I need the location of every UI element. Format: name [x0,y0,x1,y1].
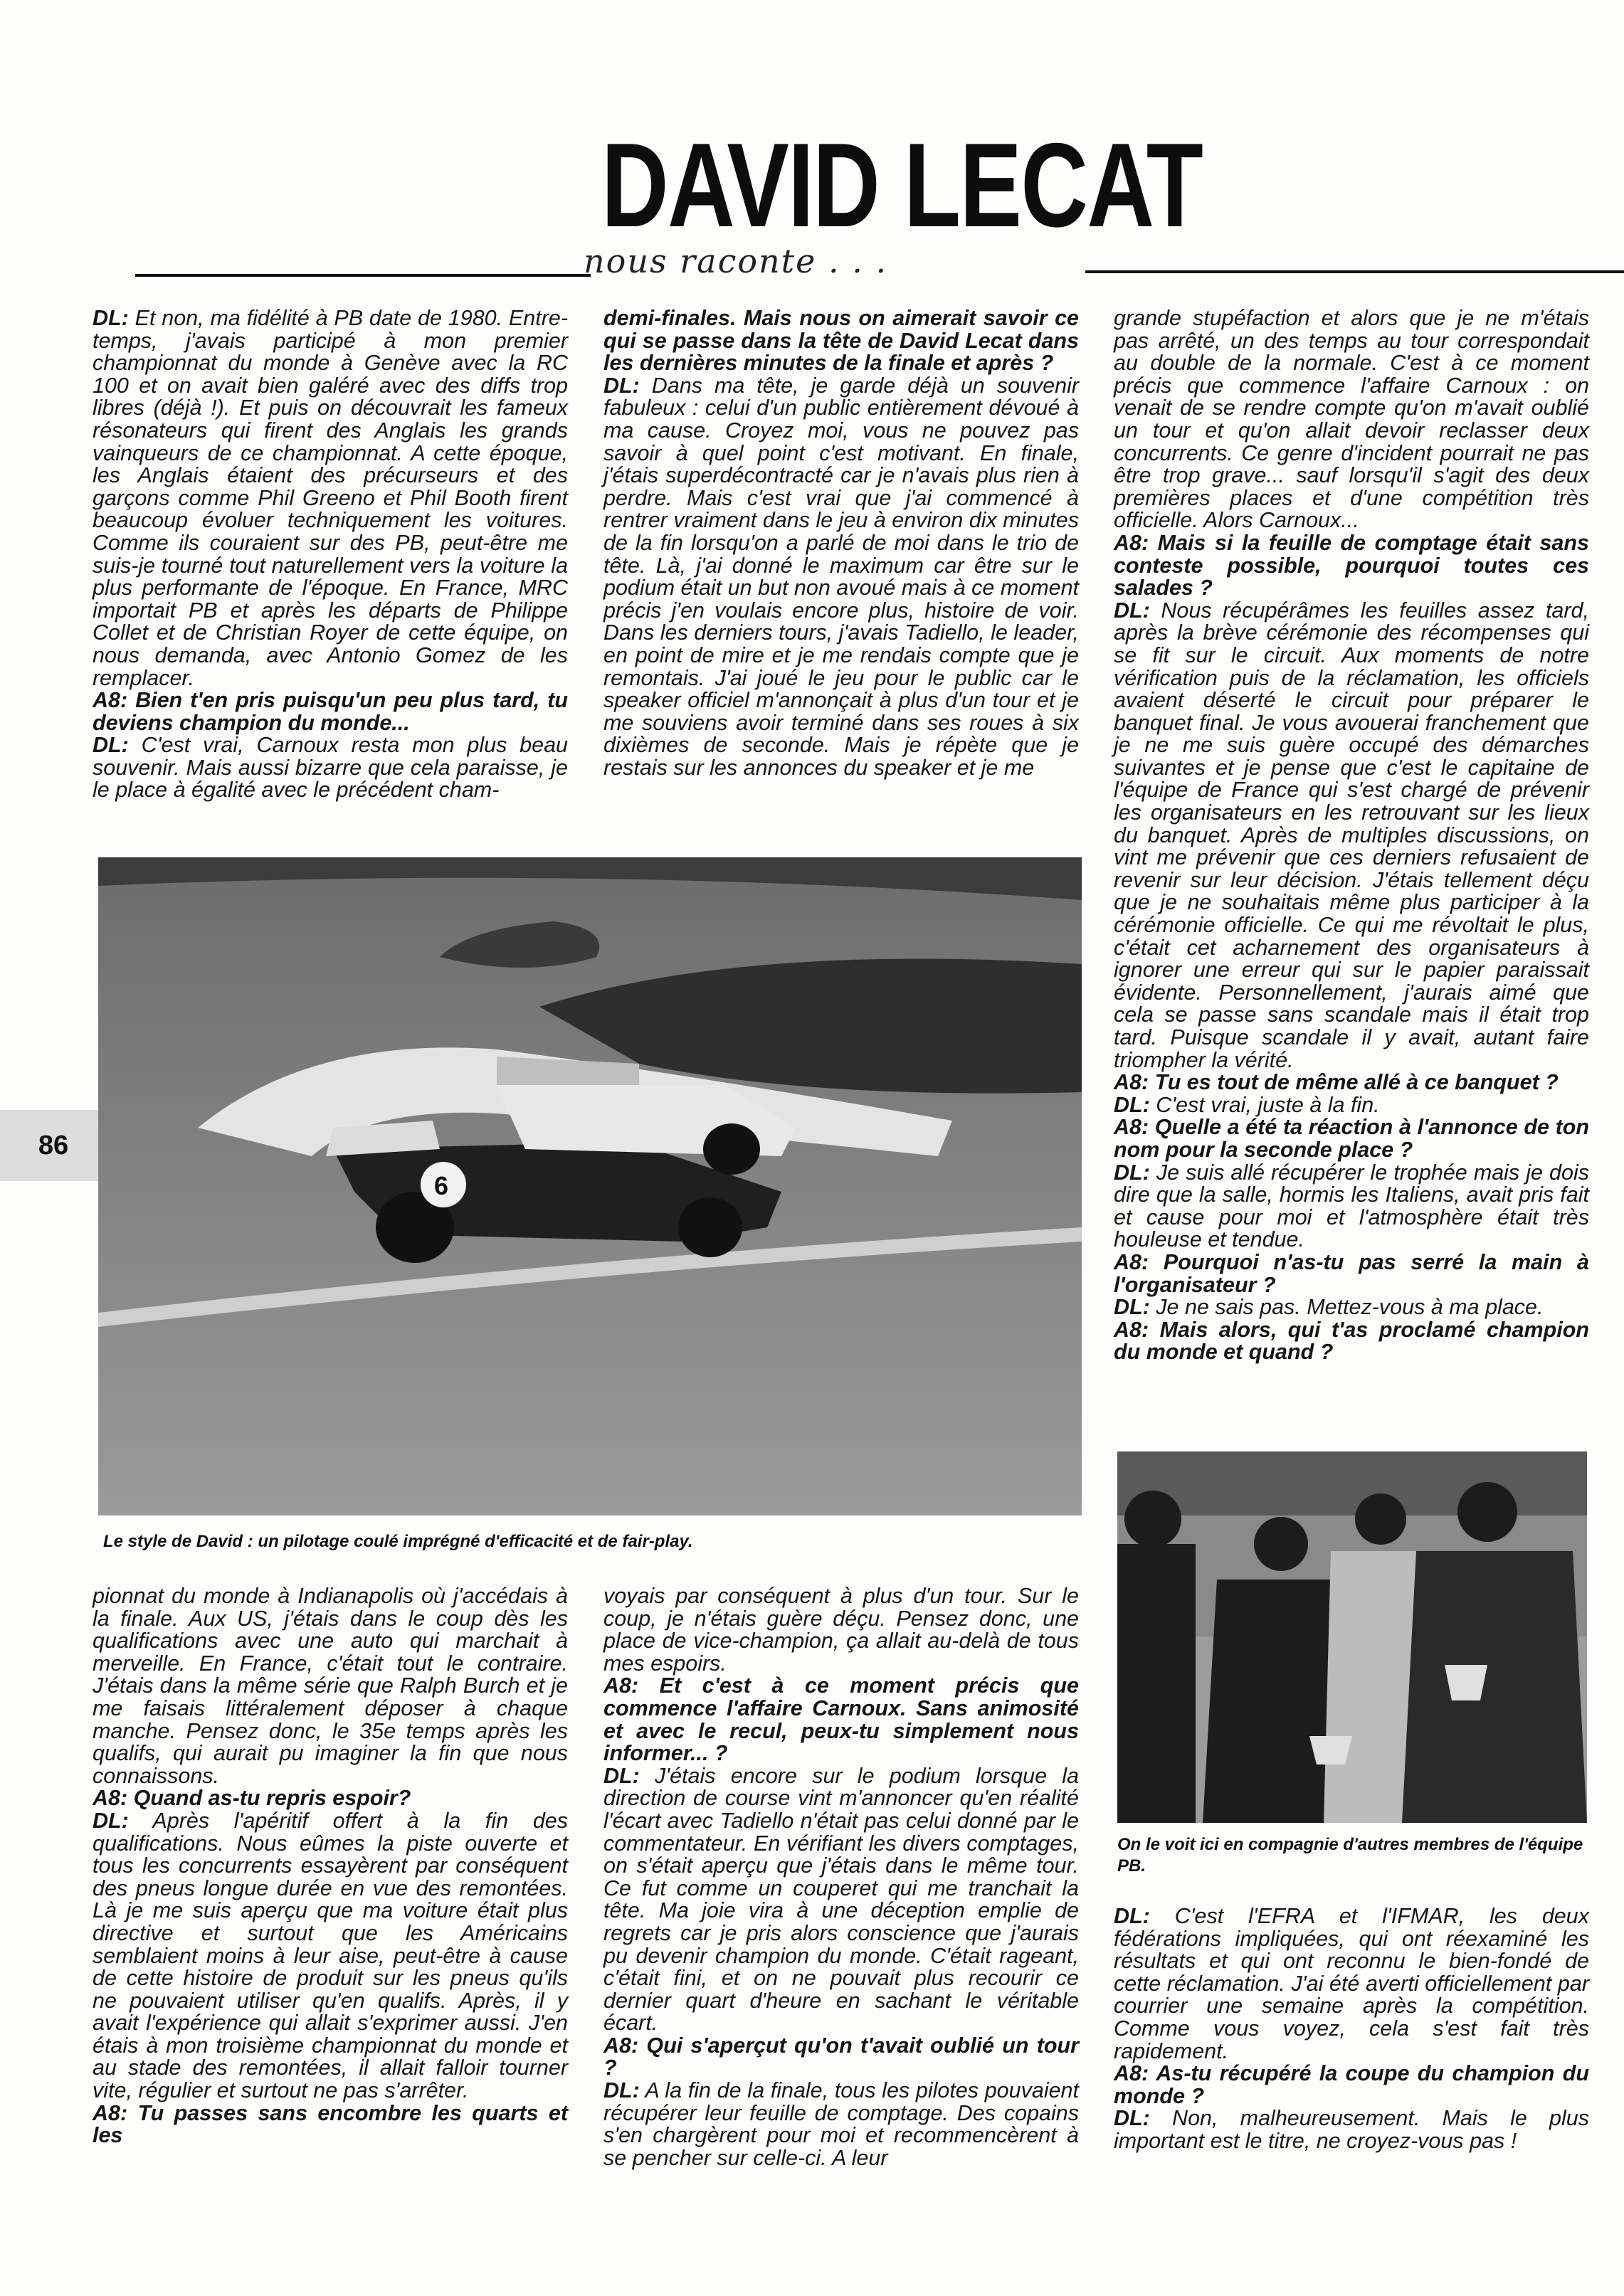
answer-text: Et non, ma fidélité à PB date de 1980. Entre-temps, j'avais participé à mon premier championnat du monde à Genève avec la RC 100 et on avait bien galéré avec des diffs trop libres (déjà !). Et puis on découvrait les fameux résonateurs qui firent des Anglais les grands vainqueurs de ce championnat. A cette époque, les Anglais étaient des précurseurs et des garçons comme Phil Greeno et Phil Booth firent beaucoup évoluer techniquement les voitures. Comme ils couraient sur des PB, peut-être me suis-je tourné tout naturellement vers la voiture la plus performante de l'époque. En France, MRC importait PB et après les départs de Philippe Collet et de Christian Royer de cette équipe, on nous demanda, avec Antonio Gomez de les remplacer. [93,306,568,690]
answer-text: Je suis allé récupérer le trophée mais je dois dire que la salle, hormis les Italiens, avait pris fait et cause pour moi et l'atmosphère était très houleuse et tendue. [1114,1160,1589,1252]
interview-question: A8: Tu es tout de même allé à ce banquet ? [1114,1070,1559,1095]
answer-text: Après l'apéritif offert à la fin des qualifications. Nous eûmes la piste ouverte et tous les concurrents essayèrent par conséquent des pneus longue durée en vue des remontées. Là je me suis aperçu que ma voiture était plus directive et surtout que les Américains semblaient moins à leur aise, peut-être à cause de cette histoire de produit sur les pneus qu'ils ne pouvaient utiliser qu'en qualifs. Après, il y avait l'expérience qui allait s'exprimer aussi. J'en étais à mon troisième championnat du monde et au stade des remontées, il allait falloir tourner vite, régulier et surtout ne pas s'arrêter. [93,1808,568,2103]
race-photo [98,857,1082,1515]
article-paragraph [603,307,1079,375]
interview-question: A8: Mais si la feuille de comptage était sans conteste possible, pourquoi toutes ces salades ? [1114,530,1589,601]
answer-text: Nous récupérâmes les feuilles assez tard, après la brève cérémonie des récompenses qui se fit sur le circuit. Aux moments de notre vérification puis de la réclamation, les officiels avaient déserté le circuit pour préparer le banquet final. Je vous avouerai franchement que je ne me suis guère occupé des démarches suivantes et je pense que c'est le capitaine de l'équipe de France qui s'est chargé de prévenir les organisateurs en les retrouvant sur les lieux du banquet. Après de multiples discussions, on vint me prévenir que ces derniers refusaient de revenir sur leur décision. J'étais tellement déçu que je ne souhaitais même plus participer à la cérémonie officielle. Ce qui me révoltait le plus, c'était cet acharnement des organisateurs à ignorer une erreur qui sur le papier paraissait évidente. Personnellement, j'aurais aimé que cela se passe sans scandale mais il était trop tard. Puisque scandale il y avait, autant faire triompher la vérité. [1114,598,1589,1072]
article-paragraph [603,2035,1079,2080]
article-paragraph [1114,532,1589,600]
column-1-bottom [93,1585,568,2154]
answer-text: pionnat du monde à Indianapolis où j'accédais à la finale. Aux US, j'étais dans le coup dès les qualifications avec une auto qui marchait à merveille. En France, c'était tout le contraire. J'étais dans la même série que Ralph Burch et je me faisais littéralement déposer à chaque manche. Pensez donc, le 35e temps après les qualifs, qui aurait pu imaginer la fin que nous connaissons. [93,1584,568,1788]
answer-text: Non, malheureusement. Mais le plus important est le titre, ne croyez-vous pas ! [1114,2106,1589,2153]
article-paragraph [1114,307,1589,532]
speaker-label: DL: [93,1808,129,1833]
column-2-top [603,307,1079,827]
article-paragraph [1114,2107,1589,2152]
interview-question: A8: Et c'est à ce moment précis que commence l'affaire Carnoux. Sans animosité et avec le recul, peux-tu simplement nous informer... ? [603,1673,1079,1766]
answer-text: C'est vrai, Carnoux resta mon plus beau souvenir. Mais aussi bizarre que cela paraisse, je le place à égalité avec le précédent cham- [93,733,568,803]
speaker-label: DL: [1114,1092,1150,1117]
article-paragraph [1114,2063,1589,2107]
race-photo-caption: Le style de David : un pilotage coulé imprégné d'efficacité et de fair-play. [103,1532,693,1551]
article-paragraph [93,1585,568,1787]
article-paragraph [603,375,1079,780]
article-paragraph [93,1787,568,1810]
article-paragraph [1114,1905,1589,2063]
interview-question: A8: Quelle a été ta réaction à l'annonce de ton nom pour la seconde place ? [1114,1115,1589,1162]
answer-text: A la fin de la finale, tous les pilotes pouvaient récupérer leur feuille de comptage. Des copains s'en chargèrent pour moi et recommencèrent à se pencher sur celle-ci. A leur [603,2078,1079,2170]
interview-question: A8: Bien t'en pris puisqu'un peu plus tard, tu deviens champion du monde... [93,688,568,735]
article-paragraph [93,1810,568,2102]
speaker-label: DL: [93,306,129,330]
article-paragraph [1114,1319,1589,1364]
team-photo-image [1117,1451,1587,1823]
article-paragraph [93,2102,568,2147]
answer-text: C'est l'EFRA et l'IFMAR, les deux fédérations impliquées, qui ont réexaminé les résultats et qui ont reconnu le bien-fondé de cette réclamation. J'ai été averti officiellement par courrier une semaine après la compétition. Comme vous voyez, cela s'est fait très rapidement. [1114,1904,1589,2063]
speaker-label: DL: [1114,1295,1150,1320]
column-3-bottom [1114,1904,1589,2153]
article-paragraph [603,1585,1079,1675]
answer-text: Dans ma tête, je garde déjà un souvenir fabuleux : celui d'un public entièrement dévoué à ma cause. Croyez moi, vous ne pouvez pas savoir à quel point c'est motivant. En finale, j'étais superdécontracté car je n'avais plus rien à perdre. Mais c'est vrai que j'ai commencé à rentrer vraiment dans le jeu à environ dix minutes de la fin lorsqu'on a parlé de moi dans le trio de tête. Là, j'ai donné le maximum car être sur le podium était un but non avoué mais à ce moment précis j'en voulais encore plus, histoire de voir. Dans les derniers tours, j'avais Tadiello, le leader, en point de mire et je me rendais compte que je remontais. J'ai joué le jeu pour le public car le speaker officiel m'annonçait à plus d'un tour et je me souviens avoir terminé dans ses roues à six dixièmes de seconde. Mais je répète que je restais sur les annonces du speaker et je me [603,373,1080,780]
answer-text: J'étais encore sur le podium lorsque la direction de course vint m'annoncer qu'en réalité l'écart avec Tadiello n'était pas celui donné par le commentateur. En vérifiant les divers comptages, on s'était aperçu que j'étais dans le même tour. Ce fut comme un couperet qui me tranchait la tête. Ma joie vira à une déception emplie de regrets car je pris alors conscience que j'aurais pu devenir champion du monde. C'était rageant, c'était fini, et on ne pouvait plus recourir ce dernier quart d'heure en sachant le véritable écart. [603,1763,1079,2036]
svg-text:6: 6 [434,1171,449,1200]
team-photo-caption: On le voit ici en compagnie d'autres membres de l'équipe PB. [1117,1835,1583,1876]
answer-text: voyais par conséquent à plus d'un tour. Sur le coup, je n'étais guère déçu. Pensez donc, une place de vice-champion, ça allait au-delà de tous mes espoirs. [603,1584,1079,1676]
header-rule-left [135,274,591,277]
interview-question: demi-finales. Mais nous on aimerait savoir ce qui se passe dans la tête de David Lecat dans les dernières minutes de la finale et après ? [603,306,1079,376]
article-paragraph [603,2080,1079,2169]
speaker-label: DL: [1114,598,1150,623]
speaker-label: DL: [1114,1904,1150,1928]
speaker-label: DL: [603,2078,640,2103]
interview-question: A8: Qui s'aperçut qu'on t'avait oublié un tour ? [603,2033,1079,2080]
article-paragraph [93,689,568,734]
answer-text: grande stupéfaction et alors que je ne m'étais pas arrêté, un des temps au tour correspondait au double de la normale. C'est à ce moment précis que commence l'affaire Carnoux : on venait de se rendre compte qu'on m'avait oublié un tour et qu'on allait devoir reclasser deux concurrents. Ce genre d'incident pourrait ne pas être trop grave... sauf lorsqu'il s'agit des deux premières places et d'une compétition très officielle. Alors Carnoux... [1114,306,1589,533]
article-paragraph [1114,1296,1589,1319]
article-paragraph [93,307,568,689]
interview-question: A8: Quand as-tu repris espoir? [93,1786,411,1811]
article-paragraph [1114,1116,1589,1161]
article-paragraph [93,734,568,802]
article-subtitle: nous raconte . . . [584,242,888,280]
speaker-label: DL: [603,1763,640,1788]
interview-question: A8: Mais alors, qui t'as proclamé champion du monde et quand ? [1114,1317,1589,1365]
page-number: 86 [0,1110,107,1181]
interview-question: A8: Tu passes sans encombre les quarts et les [93,2100,568,2148]
speaker-label: DL: [1114,2106,1150,2131]
article-paragraph [1114,600,1589,1072]
speaker-label: DL: [603,373,640,398]
article-paragraph [603,1675,1079,1765]
article-paragraph [1114,1072,1589,1094]
race-photo-image [98,857,1082,1515]
column-3 [1114,307,1589,1417]
article-paragraph [603,1765,1079,2035]
answer-text: C'est vrai, juste à la fin. [1149,1092,1380,1117]
answer-text: Je ne sais pas. Mettez-vous à ma place. [1149,1295,1544,1320]
header-rule-right [1085,270,1624,273]
article-title: DAVID LECAT [601,118,1203,252]
speaker-label: DL: [1114,1160,1150,1185]
article-paragraph [1114,1094,1589,1117]
column-2-bottom [603,1584,1079,2170]
article-paragraph [1114,1162,1589,1252]
speaker-label: DL: [93,733,129,758]
column-1-top [93,307,568,827]
interview-question: A8: As-tu récupéré la coupe du champion du monde ? [1114,2061,1589,2108]
article-paragraph [1114,1249,1589,1297]
team-photo [1117,1451,1587,1823]
interview-question: A8: Pourquoi n'as-tu pas serré la main à l'organisateur ? [1114,1249,1589,1297]
